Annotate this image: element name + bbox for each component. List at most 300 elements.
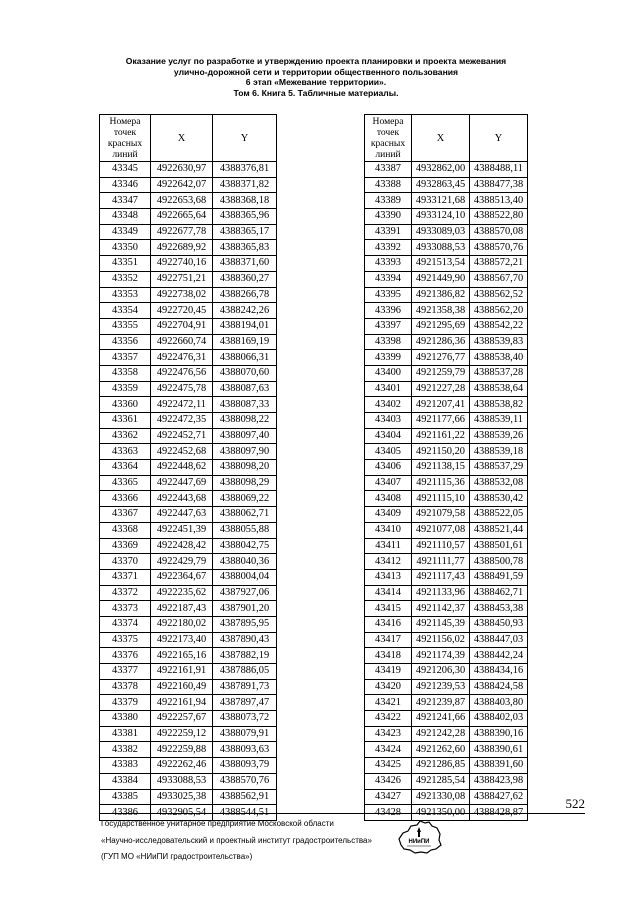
y-coordinate-cell: 4388537,29: [470, 460, 528, 476]
y-coordinate-cell: 4388242,26: [213, 303, 277, 319]
y-coordinate-cell: 4388169,19: [213, 334, 277, 350]
y-coordinate-cell: 4388069,22: [213, 491, 277, 507]
x-coordinate-cell: 4922259,12: [151, 726, 213, 742]
table-row: [365, 162, 528, 178]
header-line-2: улично-дорожной сети и территории общественного пользования: [173, 66, 459, 77]
y-coordinate-cell: 4388562,91: [213, 789, 277, 805]
x-coordinate-cell: 4922476,56: [151, 365, 213, 381]
point-number-cell: 43415: [365, 601, 412, 617]
point-number-cell: 43384: [100, 773, 151, 789]
table-row: [100, 193, 277, 209]
table-row: [100, 287, 277, 303]
x-coordinate-cell: 4921259,79: [412, 365, 470, 381]
y-coordinate-cell: 4388542,22: [470, 318, 528, 334]
column-header-x: X: [412, 115, 470, 162]
y-coordinate-cell: 4388572,21: [470, 256, 528, 272]
table-row: [100, 773, 277, 789]
column-header-y: Y: [470, 115, 528, 162]
x-coordinate-cell: 4921295,69: [412, 318, 470, 334]
y-coordinate-cell: 4387927,06: [213, 585, 277, 601]
nipi-logo-icon: [395, 819, 443, 855]
x-coordinate-cell: 4921115,10: [412, 491, 470, 507]
table-row: [100, 569, 277, 585]
table-row: [100, 742, 277, 758]
point-number-cell: 43374: [100, 616, 151, 632]
table-row: [365, 601, 528, 617]
point-number-cell: 43399: [365, 350, 412, 366]
x-coordinate-cell: 4922448,62: [151, 460, 213, 476]
table-row: [365, 444, 528, 460]
y-coordinate-cell: 4388097,90: [213, 444, 277, 460]
x-coordinate-cell: 4921138,15: [412, 460, 470, 476]
point-number-cell: 43385: [100, 789, 151, 805]
x-coordinate-cell: 4922653,68: [151, 193, 213, 209]
y-coordinate-cell: 4388513,40: [470, 193, 528, 209]
y-coordinate-cell: 4388093,79: [213, 758, 277, 774]
point-number-cell: 43359: [100, 381, 151, 397]
point-number-cell: 43427: [365, 789, 412, 805]
table-row: [365, 538, 528, 554]
x-coordinate-cell: 4922720,45: [151, 303, 213, 319]
point-number-cell: 43356: [100, 334, 151, 350]
point-number-cell: 43366: [100, 491, 151, 507]
y-coordinate-cell: 4388070,60: [213, 365, 277, 381]
table-header-row: [100, 115, 277, 162]
table-row: [100, 601, 277, 617]
point-number-cell: 43369: [100, 538, 151, 554]
y-coordinate-cell: 4388040,36: [213, 554, 277, 570]
table-row: [365, 240, 528, 256]
point-number-cell: 43412: [365, 554, 412, 570]
x-coordinate-cell: 4933121,68: [412, 193, 470, 209]
table-row: [100, 318, 277, 334]
point-number-cell: 43349: [100, 224, 151, 240]
point-number-cell: 43404: [365, 428, 412, 444]
y-coordinate-cell: 4388539,18: [470, 444, 528, 460]
y-coordinate-cell: 4388424,58: [470, 679, 528, 695]
table-row: [365, 193, 528, 209]
x-coordinate-cell: 4922443,68: [151, 491, 213, 507]
footer-line-1: Государственное унитарное предприятие Московской области: [101, 819, 334, 828]
x-coordinate-cell: 4922475,78: [151, 381, 213, 397]
y-coordinate-cell: 4388500,78: [470, 554, 528, 570]
x-coordinate-cell: 4922704,91: [151, 318, 213, 334]
point-number-cell: 43401: [365, 381, 412, 397]
table-row: [100, 616, 277, 632]
x-coordinate-cell: 4921386,82: [412, 287, 470, 303]
x-coordinate-cell: 4921286,36: [412, 334, 470, 350]
y-coordinate-cell: 4388570,76: [470, 240, 528, 256]
point-number-cell: 43418: [365, 648, 412, 664]
table-row: [100, 397, 277, 413]
y-coordinate-cell: 4388055,88: [213, 522, 277, 538]
point-number-cell: 43378: [100, 679, 151, 695]
y-coordinate-cell: 4388530,42: [470, 491, 528, 507]
table-row: [365, 773, 528, 789]
y-coordinate-cell: 4388062,71: [213, 507, 277, 523]
point-number-cell: 43346: [100, 177, 151, 193]
point-number-cell: 43414: [365, 585, 412, 601]
x-coordinate-cell: 4921227,28: [412, 381, 470, 397]
column-header-y: Y: [213, 115, 277, 162]
y-coordinate-cell: 4388488,11: [470, 162, 528, 178]
table-row: [365, 428, 528, 444]
point-number-cell: 43361: [100, 413, 151, 429]
point-number-cell: 43351: [100, 256, 151, 272]
y-coordinate-cell: 4388376,81: [213, 162, 277, 178]
table-row: [100, 271, 277, 287]
x-coordinate-cell: 4922160,49: [151, 679, 213, 695]
point-number-cell: 43347: [100, 193, 151, 209]
table-row: [365, 726, 528, 742]
x-coordinate-cell: 4921330,08: [412, 789, 470, 805]
y-coordinate-cell: 4387890,43: [213, 632, 277, 648]
x-coordinate-cell: 4922738,02: [151, 287, 213, 303]
point-number-cell: 43388: [365, 177, 412, 193]
y-coordinate-cell: 4388501,61: [470, 538, 528, 554]
table-row: [100, 413, 277, 429]
y-coordinate-cell: 4388428,87: [470, 805, 528, 821]
x-coordinate-cell: 4921177,66: [412, 413, 470, 429]
table-row: [365, 585, 528, 601]
table-row: [100, 444, 277, 460]
y-coordinate-cell: 4388538,40: [470, 350, 528, 366]
y-coordinate-cell: 4388521,44: [470, 522, 528, 538]
point-number-cell: 43421: [365, 695, 412, 711]
x-coordinate-cell: 4922447,69: [151, 475, 213, 491]
x-coordinate-cell: 4921286,85: [412, 758, 470, 774]
point-number-cell: 43416: [365, 616, 412, 632]
x-coordinate-cell: 4921115,36: [412, 475, 470, 491]
table-row: [100, 554, 277, 570]
table-row: [365, 679, 528, 695]
point-number-cell: 43413: [365, 569, 412, 585]
x-coordinate-cell: 4921276,77: [412, 350, 470, 366]
x-coordinate-cell: 4921513,54: [412, 256, 470, 272]
point-number-cell: 43420: [365, 679, 412, 695]
table-row: [100, 303, 277, 319]
point-number-cell: 43348: [100, 209, 151, 225]
point-number-cell: 43410: [365, 522, 412, 538]
x-coordinate-cell: 4921207,41: [412, 397, 470, 413]
point-number-cell: 43363: [100, 444, 151, 460]
table-row: [365, 287, 528, 303]
y-coordinate-cell: 4388004,04: [213, 569, 277, 585]
y-coordinate-cell: 4388539,83: [470, 334, 528, 350]
x-coordinate-cell: 4933025,38: [151, 789, 213, 805]
x-coordinate-cell: 4921350,00: [412, 805, 470, 821]
point-number-cell: 43411: [365, 538, 412, 554]
point-number-cell: 43377: [100, 664, 151, 680]
x-coordinate-cell: 4922165,16: [151, 648, 213, 664]
table-row: [365, 491, 528, 507]
table-row: [365, 789, 528, 805]
x-coordinate-cell: 4922472,11: [151, 397, 213, 413]
x-coordinate-cell: 4921145,39: [412, 616, 470, 632]
x-coordinate-cell: 4933089,03: [412, 224, 470, 240]
point-number-cell: 43397: [365, 318, 412, 334]
point-number-cell: 43408: [365, 491, 412, 507]
y-coordinate-cell: 4387901,20: [213, 601, 277, 617]
document-header: [0, 56, 632, 98]
point-number-cell: 43428: [365, 805, 412, 821]
x-coordinate-cell: 4921241,66: [412, 711, 470, 727]
x-coordinate-cell: 4921156,02: [412, 632, 470, 648]
x-coordinate-cell: 4922262,46: [151, 758, 213, 774]
point-number-cell: 43362: [100, 428, 151, 444]
footer: [101, 816, 372, 866]
point-number-cell: 43355: [100, 318, 151, 334]
y-coordinate-cell: 4388447,03: [470, 632, 528, 648]
point-number-cell: 43402: [365, 397, 412, 413]
header-line-3: 6 этап «Межевание территории».: [245, 77, 387, 88]
table-row: [100, 789, 277, 805]
y-coordinate-cell: 4388427,62: [470, 789, 528, 805]
x-coordinate-cell: 4922259,88: [151, 742, 213, 758]
footer-divider: [100, 813, 585, 814]
point-number-cell: 43400: [365, 365, 412, 381]
point-number-cell: 43373: [100, 601, 151, 617]
y-coordinate-cell: 4388544,51: [213, 805, 277, 821]
coordinates-table-right: [364, 114, 528, 821]
table-row: [100, 491, 277, 507]
point-number-cell: 43368: [100, 522, 151, 538]
y-coordinate-cell: 4388434,16: [470, 664, 528, 680]
x-coordinate-cell: 4922451,39: [151, 522, 213, 538]
x-coordinate-cell: 4922665,64: [151, 209, 213, 225]
x-coordinate-cell: 4922447,63: [151, 507, 213, 523]
x-coordinate-cell: 4922257,67: [151, 711, 213, 727]
point-number-cell: 43382: [100, 742, 151, 758]
y-coordinate-cell: 4387882,19: [213, 648, 277, 664]
point-number-cell: 43395: [365, 287, 412, 303]
table-row: [365, 271, 528, 287]
point-number-cell: 43364: [100, 460, 151, 476]
table-row: [365, 224, 528, 240]
table-row: [100, 632, 277, 648]
y-coordinate-cell: 4388098,22: [213, 413, 277, 429]
svg-text:НИиПИ: НИиПИ: [408, 839, 430, 845]
y-coordinate-cell: 4388570,76: [213, 773, 277, 789]
table-row: [100, 679, 277, 695]
y-coordinate-cell: 4388423,98: [470, 773, 528, 789]
y-coordinate-cell: 4388462,71: [470, 585, 528, 601]
point-number-cell: 43426: [365, 773, 412, 789]
table-row: [100, 695, 277, 711]
y-coordinate-cell: 4388371,82: [213, 177, 277, 193]
y-coordinate-cell: 4388365,83: [213, 240, 277, 256]
x-coordinate-cell: 4922630,97: [151, 162, 213, 178]
y-coordinate-cell: 4388371,60: [213, 256, 277, 272]
table-row: [100, 522, 277, 538]
column-header-x: X: [151, 115, 213, 162]
table-row: [365, 664, 528, 680]
point-number-cell: 43389: [365, 193, 412, 209]
y-coordinate-cell: 4388390,16: [470, 726, 528, 742]
footer-line-3: (ГУП МО «НИиПИ градостроительства»): [101, 852, 253, 861]
y-coordinate-cell: 4388562,52: [470, 287, 528, 303]
y-coordinate-cell: 4387891,73: [213, 679, 277, 695]
y-coordinate-cell: 4388087,63: [213, 381, 277, 397]
x-coordinate-cell: 4921161,22: [412, 428, 470, 444]
point-number-cell: 43422: [365, 711, 412, 727]
x-coordinate-cell: 4921079,58: [412, 507, 470, 523]
x-coordinate-cell: 4922677,78: [151, 224, 213, 240]
coordinates-table-left: [99, 114, 277, 821]
y-coordinate-cell: 4388266,78: [213, 287, 277, 303]
table-row: [365, 616, 528, 632]
x-coordinate-cell: 4921142,37: [412, 601, 470, 617]
table-row: [365, 177, 528, 193]
x-coordinate-cell: 4921449,90: [412, 271, 470, 287]
table-row: [365, 256, 528, 272]
table-row: [365, 334, 528, 350]
y-coordinate-cell: 4388365,17: [213, 224, 277, 240]
point-number-cell: 43379: [100, 695, 151, 711]
point-number-cell: 43350: [100, 240, 151, 256]
point-number-cell: 43417: [365, 632, 412, 648]
header-line-4: Том 6. Книга 5. Табличные материалы.: [233, 87, 399, 98]
x-coordinate-cell: 4922751,21: [151, 271, 213, 287]
point-number-cell: 43365: [100, 475, 151, 491]
x-coordinate-cell: 4921239,53: [412, 679, 470, 695]
y-coordinate-cell: 4388477,38: [470, 177, 528, 193]
table-row: [100, 711, 277, 727]
x-coordinate-cell: 4922173,40: [151, 632, 213, 648]
y-coordinate-cell: 4388567,70: [470, 271, 528, 287]
x-coordinate-cell: 4921242,28: [412, 726, 470, 742]
page-number: 522: [565, 796, 585, 811]
point-number-cell: 43358: [100, 365, 151, 381]
point-number-cell: 43403: [365, 413, 412, 429]
y-coordinate-cell: 4388360,27: [213, 271, 277, 287]
table-row: [100, 475, 277, 491]
table-row: [100, 538, 277, 554]
x-coordinate-cell: 4921239,87: [412, 695, 470, 711]
y-coordinate-cell: 4388538,82: [470, 397, 528, 413]
x-coordinate-cell: 4932862,00: [412, 162, 470, 178]
point-number-cell: 43393: [365, 256, 412, 272]
y-coordinate-cell: 4388442,24: [470, 648, 528, 664]
table-row: [100, 726, 277, 742]
y-coordinate-cell: 4388562,20: [470, 303, 528, 319]
point-number-cell: 43376: [100, 648, 151, 664]
y-coordinate-cell: 4388098,29: [213, 475, 277, 491]
table-row: [365, 758, 528, 774]
point-number-cell: 43392: [365, 240, 412, 256]
y-coordinate-cell: 4388368,18: [213, 193, 277, 209]
x-coordinate-cell: 4922452,71: [151, 428, 213, 444]
table-row: [100, 240, 277, 256]
header-line-1: Оказание услуг по разработке и утверждению проекта планировки и проекта межевания: [125, 56, 507, 66]
x-coordinate-cell: 4932863,45: [412, 177, 470, 193]
x-coordinate-cell: 4922364,67: [151, 569, 213, 585]
table-row: [100, 428, 277, 444]
point-number-cell: 43375: [100, 632, 151, 648]
y-coordinate-cell: 4388042,75: [213, 538, 277, 554]
x-coordinate-cell: 4933088,53: [412, 240, 470, 256]
y-coordinate-cell: 4388453,38: [470, 601, 528, 617]
y-coordinate-cell: 4388537,28: [470, 365, 528, 381]
column-header-point: Номера точек красных линий: [100, 115, 151, 162]
point-number-cell: 43391: [365, 224, 412, 240]
point-number-cell: 43425: [365, 758, 412, 774]
x-coordinate-cell: 4921110,57: [412, 538, 470, 554]
table-row: [100, 381, 277, 397]
x-coordinate-cell: 4921077,08: [412, 522, 470, 538]
table-row: [100, 224, 277, 240]
y-coordinate-cell: 4388093,63: [213, 742, 277, 758]
y-coordinate-cell: 4388570,08: [470, 224, 528, 240]
y-coordinate-cell: 4388073,72: [213, 711, 277, 727]
y-coordinate-cell: 4387895,95: [213, 616, 277, 632]
point-number-cell: 43367: [100, 507, 151, 523]
table-row: [365, 695, 528, 711]
point-number-cell: 43398: [365, 334, 412, 350]
y-coordinate-cell: 4388403,80: [470, 695, 528, 711]
x-coordinate-cell: 4922476,31: [151, 350, 213, 366]
x-coordinate-cell: 4921262,60: [412, 742, 470, 758]
table-row: [100, 460, 277, 476]
point-number-cell: 43407: [365, 475, 412, 491]
table-row: [100, 365, 277, 381]
y-coordinate-cell: 4388402,03: [470, 711, 528, 727]
table-row: [365, 648, 528, 664]
table-row: [100, 350, 277, 366]
table-row: [365, 350, 528, 366]
table-row: [100, 758, 277, 774]
x-coordinate-cell: 4922660,74: [151, 334, 213, 350]
x-coordinate-cell: 4921150,20: [412, 444, 470, 460]
x-coordinate-cell: 4922452,68: [151, 444, 213, 460]
x-coordinate-cell: 4922428,42: [151, 538, 213, 554]
y-coordinate-cell: 4388491,59: [470, 569, 528, 585]
point-number-cell: 43357: [100, 350, 151, 366]
y-coordinate-cell: 4388538,64: [470, 381, 528, 397]
y-coordinate-cell: 4388066,31: [213, 350, 277, 366]
x-coordinate-cell: 4922235,62: [151, 585, 213, 601]
table-row: [100, 177, 277, 193]
y-coordinate-cell: 4388079,91: [213, 726, 277, 742]
point-number-cell: 43354: [100, 303, 151, 319]
y-coordinate-cell: 4388098,20: [213, 460, 277, 476]
point-number-cell: 43371: [100, 569, 151, 585]
x-coordinate-cell: 4922161,94: [151, 695, 213, 711]
x-coordinate-cell: 4922740,16: [151, 256, 213, 272]
point-number-cell: 43383: [100, 758, 151, 774]
table-row: [365, 554, 528, 570]
table-header-row: [365, 115, 528, 162]
y-coordinate-cell: 4388539,11: [470, 413, 528, 429]
y-coordinate-cell: 4387886,05: [213, 664, 277, 680]
y-coordinate-cell: 4388450,93: [470, 616, 528, 632]
table-row: [365, 365, 528, 381]
point-number-cell: 43345: [100, 162, 151, 178]
x-coordinate-cell: 4922187,43: [151, 601, 213, 617]
x-coordinate-cell: 4933124,10: [412, 209, 470, 225]
point-number-cell: 43360: [100, 397, 151, 413]
y-coordinate-cell: 4388391,60: [470, 758, 528, 774]
column-header-point: Номера точек красных линий: [365, 115, 412, 162]
table-row: [100, 334, 277, 350]
table-row: [365, 507, 528, 523]
table-row: [365, 318, 528, 334]
x-coordinate-cell: 4922429,79: [151, 554, 213, 570]
point-number-cell: 43386: [100, 805, 151, 821]
table-row: [100, 209, 277, 225]
point-number-cell: 43372: [100, 585, 151, 601]
y-coordinate-cell: 4388365,96: [213, 209, 277, 225]
